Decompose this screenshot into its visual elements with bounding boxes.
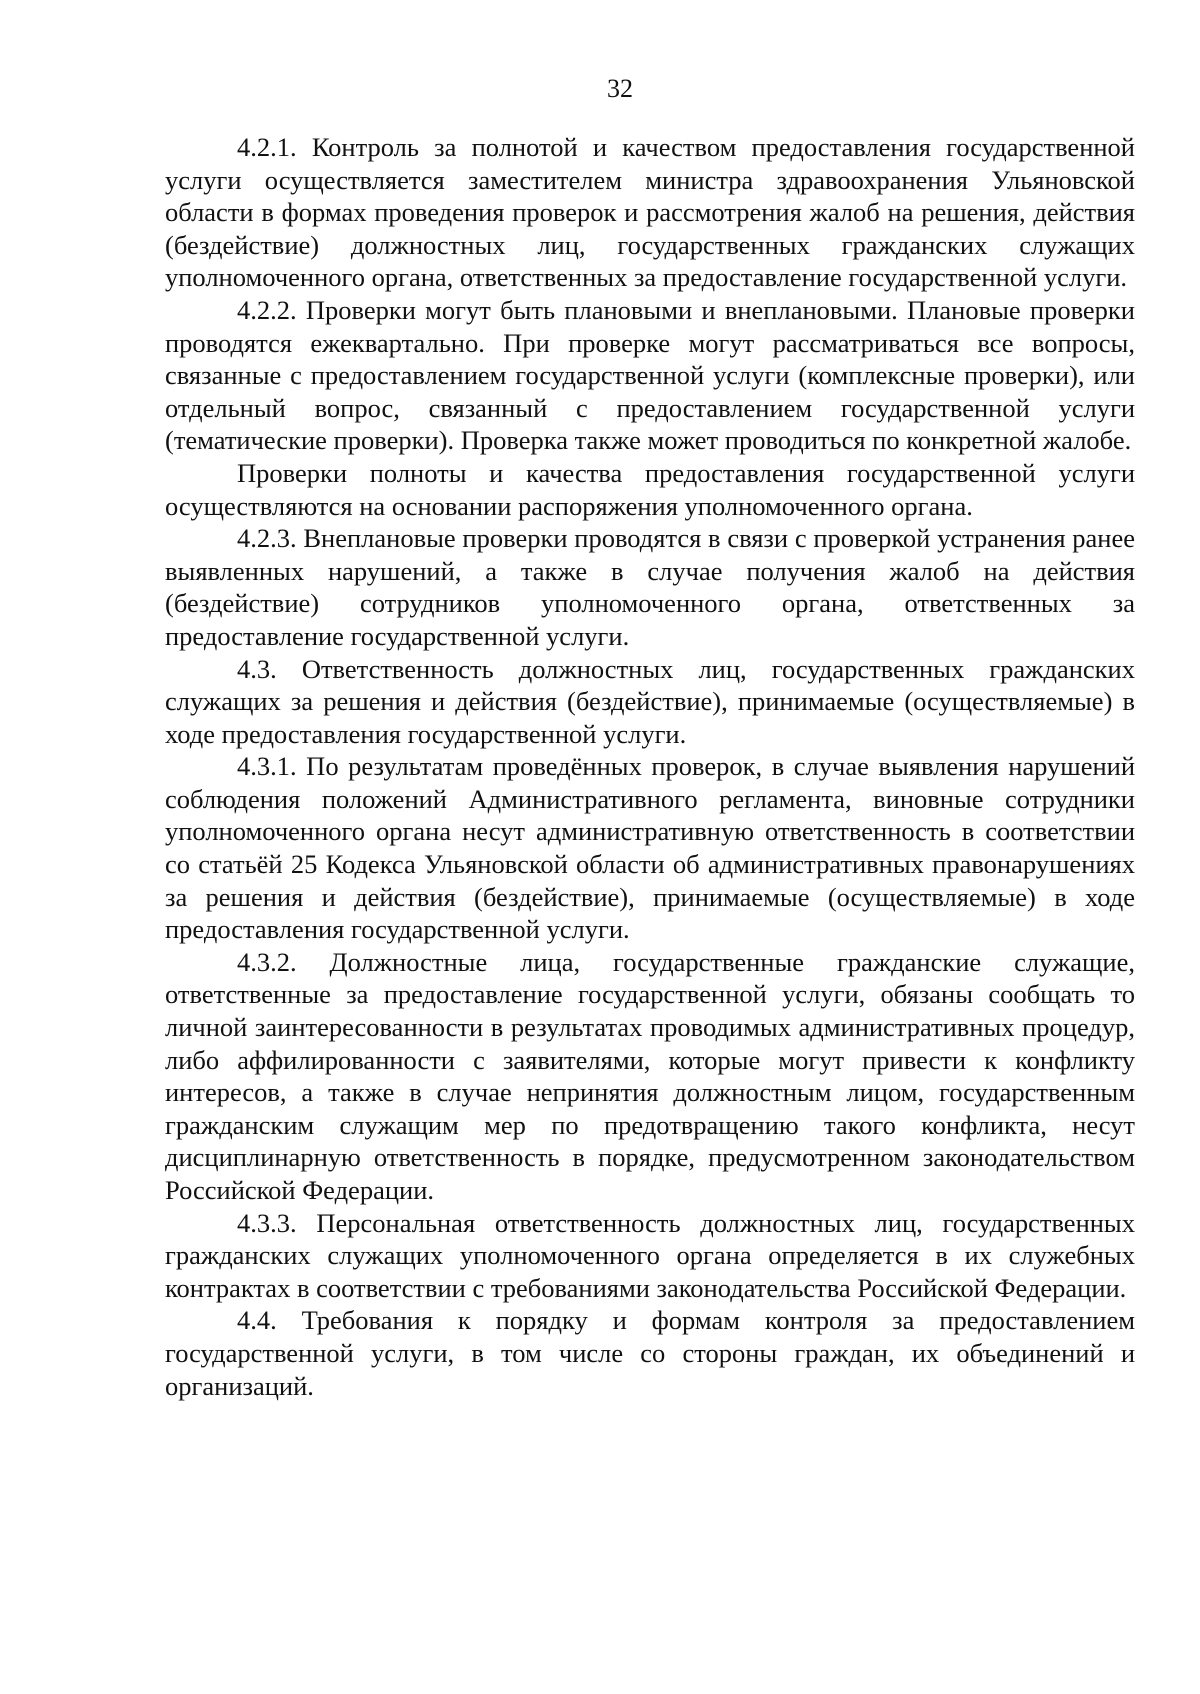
paragraph-4-3-3: 4.3.3. Персональная ответственность должностных лиц, государственных гражданских служащих уполномоченного органа определяется в их служебных контрактах в соответствии с требованиями законодательства Российской Федерации. [165,1207,1135,1303]
document-body [165,131,1135,1402]
paragraph-4-2-3: 4.2.3. Внеплановые проверки проводятся в связи с проверкой устранения ранее выявленных нарушений, а также в случае получения жалоб на действия (бездействие) сотрудников уполномоченного органа, ответственных за предоставление государственной услуги. [165,523,1135,651]
paragraph-4-3: 4.3. Ответственность должностных лиц, государственных гражданских служащих за решения и действия (бездействие), принимаемые (осуществляемые) в ходе предоставления государственной услуги. [165,653,1135,749]
paragraph-4-4: 4.4. Требования к порядку и формам контроля за предоставлением государственной услуги, в том числе со стороны граждан, их объединений и организаций. [165,1305,1135,1401]
paragraph-4-2-2: 4.2.2. Проверки могут быть плановыми и внеплановыми. Плановые проверки проводятся ежеквартально. При проверке могут рассматриваться все вопросы, связанные с предоставлением государственной услуги (комплексные проверки), или отдельный вопрос, связанный с предоставлением государственной услуги (тематические проверки). Проверка также может проводиться по конкретной жалобе. [165,294,1135,456]
paragraph-4-3-2: 4.3.2. Должностные лица, государственные гражданские служащие, ответственные за предоставление государственной услуги, обязаны сообщать то личной заинтересованности в результатах проводимых административных процедур, либо аффилированности с заявителями, которые могут привести к конфликту интересов, а также в случае непринятия должностным лицом, государственным гражданским служащим мер по предотвращению такого конфликта, несут дисциплинарную ответственность в порядке, предусмотренном законодательством Российской Федерации. [165,946,1135,1205]
paragraph-inspections-basis: Проверки полноты и качества предоставления государственной услуги осуществляются на основании распоряжения уполномоченного органа. [165,457,1135,521]
page-number: 32 [607,74,633,103]
paragraph-4-3-1: 4.3.1. По результатам проведённых проверок, в случае выявления нарушений соблюдения положений Административного регламента, виновные сотрудники уполномоченного органа несут административную ответственность в соответствии со статьёй 25 Кодекса Ульяновской области об административных правонарушениях за решения и действия (бездействие), принимаемые (осуществляемые) в ходе предоставления государственной услуги. [165,751,1135,945]
paragraph-4-2-1: 4.2.1. Контроль за полнотой и качеством предоставления государственной услуги осуществляется заместителем министра здравоохранения Ульяновской области в формах проведения проверок и рассмотрения жалоб на решения, действия (бездействие) должностных лиц, государственных гражданских служащих уполномоченного органа, ответственных за предоставление государственной услуги. [165,132,1135,293]
